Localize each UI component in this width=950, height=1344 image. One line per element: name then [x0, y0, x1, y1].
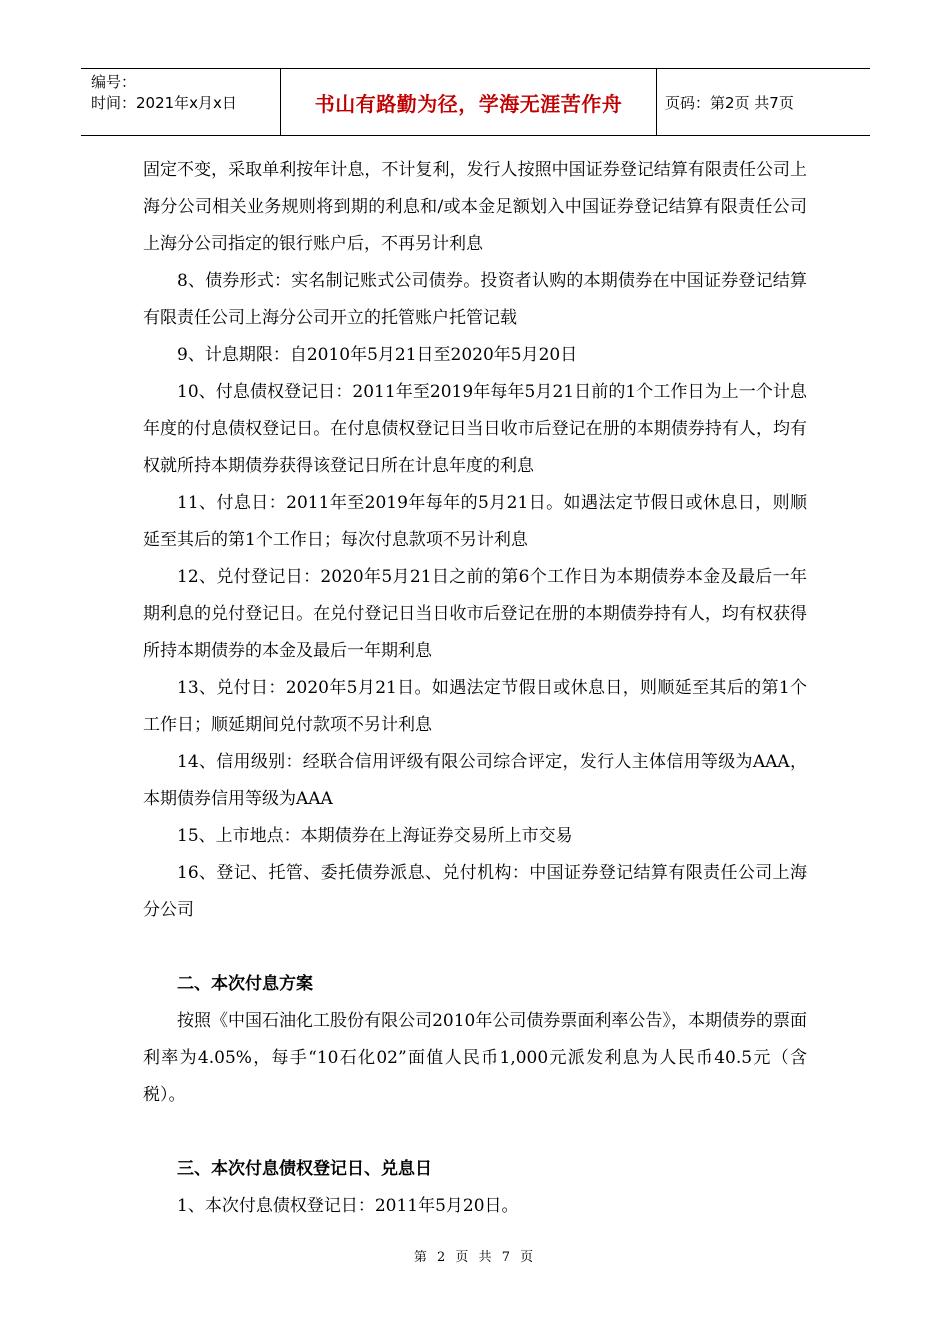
section-2-text: 按照《中国石油化工股份有限公司2010年公司债券票面利率公告》，本期债券的票面利率为4.05%，每手“10石化02”面值人民币1,000元派发利息为人民币40.5元（含税）。	[143, 1011, 807, 1105]
header-motto: 书山有路勤为径，学海无涯苦作舟	[281, 69, 657, 135]
header-page-info: 页码：第2页 共7页	[665, 93, 794, 112]
paragraph-item-12: 12、兑付登记日：2020年5月21日之前的第6个工作日为本期债券本金及最后一年期利息的兑付登记日。在兑付登记日当日收市后登记在册的本期债券持有人，均有权获得所持本期债券的本金及最后一年期利息	[143, 567, 807, 661]
section-3-heading: 三、本次付息债权登记日、兑息日	[177, 1159, 432, 1179]
paragraph-item-10: 10、付息债权登记日：2011年至2019年每年5月21日前的1个工作日为上一个计息年度的付息债权登记日。在付息债权登记日当日收市后登记在册的本期债券持有人，均有权就所持本期债券获得该登记日所在计息年度的利息	[143, 382, 807, 476]
section-spacer	[143, 1114, 807, 1151]
page-header	[81, 68, 870, 136]
paragraph-item-15: 15、上市地点：本期债券在上海证券交易所上市交易	[177, 826, 573, 846]
page-footer: 第 2 页 共 7 页	[413, 1250, 537, 1265]
document-body	[143, 152, 807, 1225]
section-spacer	[143, 929, 807, 966]
section-2-heading: 二、本次付息方案	[177, 974, 313, 994]
section-3-item-1: 1、本次付息债权登记日：2011年5月20日。	[177, 1196, 519, 1216]
document-date: 时间：2021年x月x日	[91, 94, 237, 112]
paragraph-item-13: 13、兑付日：2020年5月21日。如遇法定节假日或休息日，则顺延至其后的第1个工作日；顺延期间兑付款项不另计利息	[143, 678, 807, 735]
paragraph-item-9: 9、计息期限：自2010年5月21日至2020年5月20日	[177, 345, 578, 365]
header-meta	[81, 69, 281, 135]
paragraph-continued: 固定不变，采取单利按年计息，不计复利，发行人按照中国证券登记结算有限责任公司上海分公司相关业务规则将到期的利息和/或本金足额划入中国证券登记结算有限责任公司上海分公司指定的银行账户后，不再另计利息	[143, 160, 807, 254]
paragraph-item-14: 14、信用级别：经联合信用评级有限公司综合评定，发行人主体信用等级为AAA，本期债券信用等级为AAA	[143, 752, 807, 809]
paragraph-item-11: 11、付息日：2011年至2019年每年的5月21日。如遇法定节假日或休息日，则顺延至其后的第1个工作日；每次付息款项不另计利息	[143, 493, 807, 550]
paragraph-item-16: 16、登记、托管、委托债券派息、兑付机构：中国证券登记结算有限责任公司上海分公司	[143, 863, 807, 920]
document-number-label: 编号：	[91, 73, 137, 91]
paragraph-item-8: 8、债券形式：实名制记账式公司债券。投资者认购的本期债券在中国证券登记结算有限责任公司上海分公司开立的托管账户托管记载	[143, 271, 807, 328]
